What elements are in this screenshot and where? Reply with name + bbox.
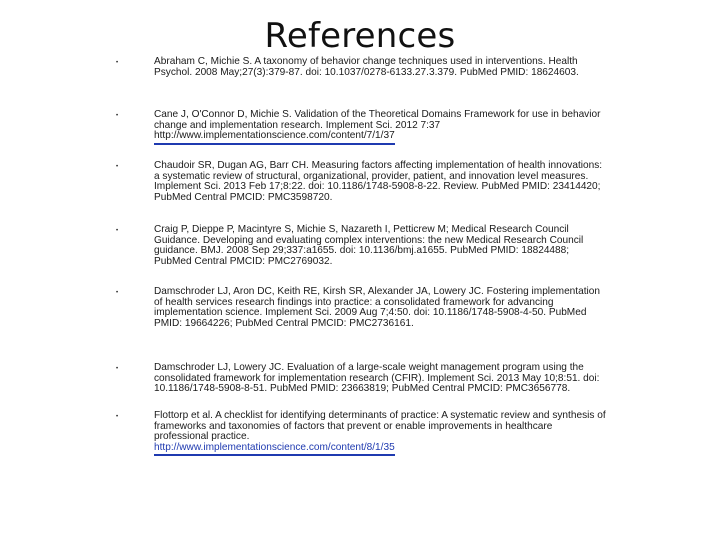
reference-item — [116, 411, 606, 456]
reference-item — [116, 110, 606, 145]
reference-text: Craig P, Dieppe P, Macintyre S, Michie S, Nazareth I, Petticrew M; Medical Research Council Guidance. Developing and evaluating complex interventions: the new Medical Research Council guidance. BMJ. 2008 Sep 29;337:a1655. doi: 10.1136/bmj.a1655. PubMed PMID: 18824488; PubMed Central PMCID: PMC2769032. — [154, 224, 584, 267]
bullet-icon: • — [116, 113, 119, 119]
reference-text: Damschroder LJ, Aron DC, Keith RE, Kirsh SR, Alexander JA, Lowery JC. Fostering implementation of health services research findings into practice: a consolidated framework for advancing implementation science. Implement Sci. 2009 Aug 7;4:50. doi: 10.1186/1748-5908-4-50. PubMed PMID: 19664226; PubMed Central PMCID: PMC2736161. — [154, 286, 600, 329]
page-title: References — [264, 16, 456, 56]
bullet-icon: • — [116, 290, 119, 296]
reference-item — [116, 161, 606, 203]
reference-text — [154, 110, 606, 145]
reference-citation: Flottorp et al. A checklist for identifying determinants of practice: A systematic review and synthesis of frameworks and taxonomies of factors that prevent or enable improvements in healthcare professional practice. — [154, 410, 606, 443]
reference-item — [116, 57, 606, 78]
reference-link[interactable]: http://www.implementationscience.com/content/7/1/37 — [154, 131, 395, 145]
bullet-icon: • — [116, 414, 119, 420]
reference-text: Damschroder LJ, Lowery JC. Evaluation of a large-scale weight management program using the consolidated framework for implementation research (CFIR). Implement Sci. 2013 May 10;8:51. doi: 10.1186/1748-5908-8-51. PubMed PMID: 23663819; PubMed Central PMCID: PMC3656778. — [154, 362, 600, 395]
reference-text — [154, 411, 606, 456]
reference-link[interactable]: http://www.implementationscience.com/content/8/1/35 — [154, 443, 395, 457]
bullet-icon: • — [116, 228, 119, 234]
reference-item — [116, 363, 606, 395]
reference-text: Chaudoir SR, Dugan AG, Barr CH. Measuring factors affecting implementation of health innovations: a systematic review of structural, organizational, provider, patient, and innovation level measures. Implement Sci. 2013 Feb 17;8:22. doi: 10.1186/1748-5908-8-22. Review. PubMed PMID: 23414420; PubMed Central PMCID: PMC3598720. — [154, 160, 603, 203]
reference-citation: Cane J, O'Connor D, Michie S. Validation of the Theoretical Domains Framework for use in behavior change and implementation research. Implement Sci. 2012 7:37 — [154, 109, 601, 131]
bullet-icon: • — [116, 164, 119, 170]
bullet-icon: • — [116, 60, 119, 66]
bullet-icon: • — [116, 366, 119, 372]
reference-item — [116, 225, 606, 267]
reference-text: Abraham C, Michie S. A taxonomy of behavior change techniques used in interventions. Health Psychol. 2008 May;27(3):379-87. doi: 10.1037/0278-6133.27.3.379. PubMed PMID: 18624603. — [154, 56, 579, 78]
reference-item — [116, 287, 606, 329]
